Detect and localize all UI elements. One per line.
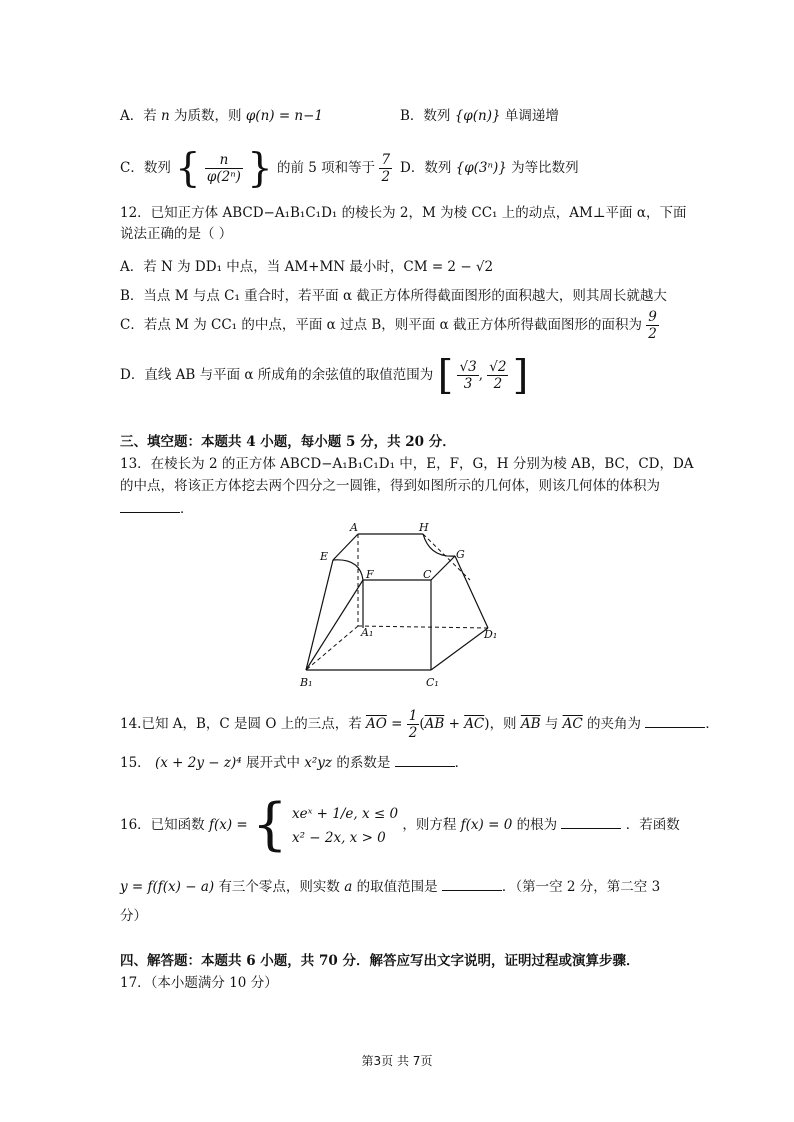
q16-eq: f(x) = 0 [460,817,513,833]
q16-line2-mid: 有三个零点，则实数 [218,879,340,895]
right-bracket-icon: ] [512,352,529,399]
q16-mid: ，则方程 [402,817,457,833]
q11-option-d [400,158,579,178]
q14-end: ． [705,716,719,732]
q12-d-den2: 2 [493,376,503,392]
q13-line-3 [120,498,194,519]
q16-end1: ．若函数 [625,817,680,833]
q12-d-num1: √3 [459,359,477,375]
q16-line2-end: ．（第一空 2 分，第二空 3 [501,879,661,895]
edge-E-A [333,534,358,560]
q11-c-mid: 的前 5 项和等于 [276,160,376,176]
q16-line-1 [120,792,680,858]
hidden-edge-A1-B1 [306,626,358,670]
vector-AO: $\overline{AO}$ [366,716,387,732]
q11-c-num: n [205,152,243,169]
piecewise-brace-icon: { [252,792,288,858]
q16-line2-var: a [344,879,353,895]
q16-line2-expr: y = f(f(x) − a) [120,879,215,895]
label-C: C [423,568,432,581]
label-H: H [419,521,429,534]
q11-b-prefix: B．数列 [400,108,451,124]
edge-F-B1 [306,580,363,670]
label-D1: D₁ [484,628,498,641]
q14-and: 与 [544,716,559,732]
q11-c-fraction [205,152,243,185]
q12-stem-line-2: 说法正确的是（ ） [120,226,233,242]
q11-option-a [120,106,323,126]
section-3-heading: 三、填空题：本题共 4 小题，每小题 5 分，共 20 分． [120,434,456,450]
q16-case-1: xeˣ + 1/e, x ≤ 0 [291,805,399,822]
q14-line: 14.已知 A，B，C 是圆 O 上的三点，若 $\overline{AO}$ = $\frac{1}{2}$ $(\overline{AB} + \overline{AC})$，则 $\overline{AB}$ 与 $\overline{AC}$ 的夹角为 ． [120,708,719,741]
q11-a-formula: φ(n) = n−1 [245,108,324,124]
q15-prefix: 15． [120,755,151,771]
q14-half-den: 2 [408,725,418,741]
q11-b-formula: {φ(n)} [454,108,501,124]
q15-line [120,752,468,773]
q11-option-b [400,106,559,126]
q15-answer-blank[interactable] [395,752,455,767]
label-A: A [350,521,358,534]
label-C1: C₁ [426,676,439,689]
q14-mid: ，则 [489,716,517,732]
label-F: F [366,568,374,581]
vector-AC-1: $\overline{AC}$ [464,716,485,732]
q11-a-prefix: A．若 [120,108,157,124]
q13-end: ． [180,501,194,517]
q16-answer-blank-2[interactable] [442,876,502,891]
q16-fx: f(x) = [208,817,248,833]
right-brace-icon: } [247,145,273,192]
q12-c-num: 9 [648,309,657,325]
q16-line-2 [120,876,660,897]
vector-AB-2: $\overline{AB}$ [520,716,541,732]
q11-d-suffix: 为等比数列 [511,160,579,176]
q13-line-1: 13．在棱长为 2 的正方体 ABCD−A₁B₁C₁D₁ 中，E，F，G，H 分别为棱 AB，BC，CD，DA [120,456,694,472]
edge-C-G [431,556,455,580]
q14-suffix: 的夹角为 [587,716,642,732]
q12-option-a: A．若 N 为 DD₁ 中点，当 AM+MN 最小时，CM = 2 − √2 [120,259,494,275]
q16-line-3: 分） [120,908,147,924]
q13-line-2: 的中点，将该正方体挖去两个四分之一圆锥，得到如图所示的几何体，则该几何体的体积为 [120,478,660,494]
q11-b-suffix: 单调递增 [504,108,559,124]
q11-option-c [120,146,392,190]
q14-prefix: 14.已知 A，B，C 是圆 O 上的三点，若 [120,716,362,732]
q11-c-prefix: C．数列 [120,160,171,176]
q11-c-result-fraction [379,152,392,185]
q12-d-fraction-2 [487,359,508,392]
q12-c-den: 2 [648,326,657,342]
left-brace-icon: { [175,145,201,192]
edge-G-D1 [455,556,488,628]
q15-end: ． [454,755,469,771]
q17-line: 17．（本小题满分 10 分） [120,975,278,991]
q11-a-var: n [161,108,170,124]
q15-suffix: 的系数是 [336,755,391,771]
q15-term: x²yz [304,755,333,771]
q12-d-num2: √2 [489,359,507,375]
vector-AB-1: $\overline{AB}$ [424,716,445,732]
q12-d-fraction-1 [457,359,478,392]
q11-c-result-den: 2 [381,169,391,185]
q12-stem-line-1: 12．已知正方体 ABCD−A₁B₁C₁D₁ 的棱长为 2，M 为棱 CC₁ 上的动点，AM⊥平面 α，下面 [120,205,687,221]
vector-AC-2: $\overline{AC}$ [562,716,583,732]
q11-d-formula: {φ(3ⁿ)} [455,160,507,176]
q11-c-result-num: 7 [381,152,391,168]
q15-mid: 展开式中 [245,755,300,771]
q14-half-num: 1 [408,708,418,724]
section-4-heading: 四、解答题：本题共 6 小题，共 70 分．解答应写出文字说明，证明过程或演算步骤． [120,953,640,969]
label-B1: B₁ [300,676,313,689]
q14-half [407,708,420,741]
edge-C1-D1 [431,628,488,670]
q11-d-prefix: D．数列 [400,160,452,176]
left-bracket-icon: [ [437,352,454,399]
arc-H-G [423,534,455,556]
edge-E-B1 [306,560,333,670]
q12-c-text: C．若点 M 为 CC₁ 的中点，平面 α 过点 B，则平面 α 截正方体所得截面图形的面积为 [120,317,642,333]
q15-expr: (x + 2y − z)⁴ [154,755,242,771]
hidden-edge-A1-D1 [358,626,488,628]
q16-line2-suffix: 的取值范围是 [356,879,438,895]
q12-option-b: B．当点 M 与点 C₁ 重合时，若平面 α 截正方体所得截面图形的面积越大，则其周长就越大 [120,288,667,304]
q12-option-c [120,307,659,343]
label-A1: A₁ [361,626,374,639]
q11-c-den: φ(2ⁿ) [206,169,241,185]
q13-answer-blank[interactable] [120,498,180,513]
q14-plus: + [448,716,460,732]
q12-c-fraction [646,309,659,342]
q12-option-d: D．直线 AB 与平面 α 所成角的余弦值的取值范围为 [ $\frac{√3}{3}$ , $\frac{√2}{2}$ ] [120,352,529,399]
q12-d-den1: 3 [463,376,473,392]
q16-answer-blank-1[interactable] [561,814,621,829]
q16-cases [292,802,398,850]
q14-answer-blank[interactable] [645,713,705,728]
q16-case-2: x² − 2x, x > 0 [291,829,386,846]
q16-mid2: 的根为 [516,817,558,833]
page-footer: 第3页 共 7页 [361,1054,433,1068]
q11-a-mid: 为质数，则 [174,108,242,124]
q14-eq: = [391,716,403,732]
label-E: E [320,550,329,563]
geometry-figure [298,518,518,693]
q12-d-text: D．直线 AB 与平面 α 所成角的余弦值的取值范围为 [120,367,434,383]
label-G: G [456,548,465,561]
q16-prefix: 16．已知函数 [120,817,205,833]
